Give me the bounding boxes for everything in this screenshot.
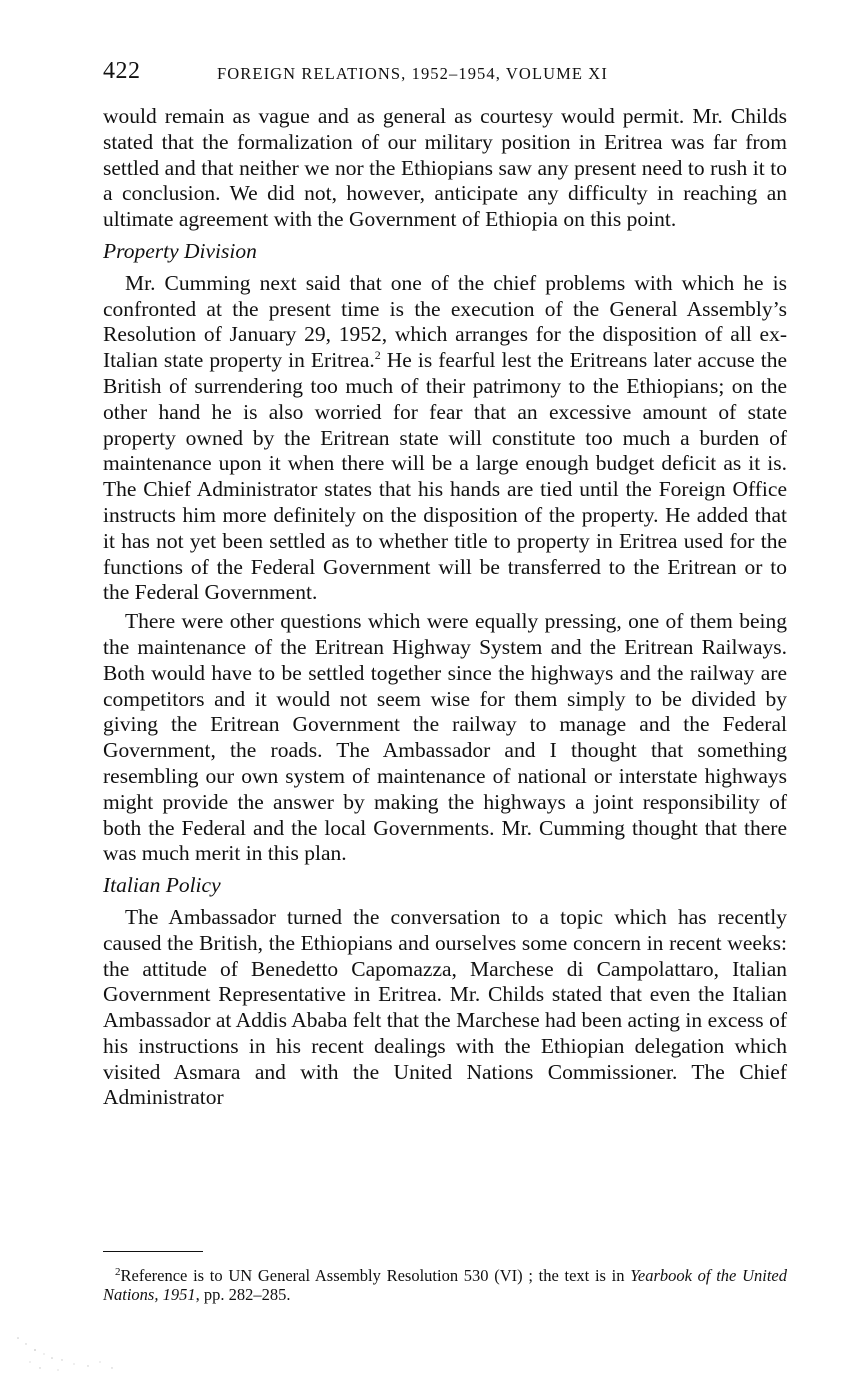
- paragraph-italian-policy: The Ambassador turned the conversation to a topic which has recently caused the British, the Ethiopians and ourselves some concern in recent weeks: the attitude of Benedetto Capomazza, Marchese di Campolattaro, Italian Government Representative in Eritrea. Mr. Childs stated that even the Italian Ambassador at Addis Ababa felt that the Marchese had been acting in excess of his instructions in his recent dealings with the Ethiopian delegation which visited Asmara and with the United Nations Commissioner. The Chief Administrator: [103, 904, 787, 1110]
- running-head-title: FOREIGN RELATIONS, 1952–1954, VOLUME XI: [217, 64, 608, 83]
- section-heading-italian-policy: Italian Policy: [103, 873, 221, 898]
- running-head: [103, 58, 787, 92]
- body-text: [103, 104, 787, 1111]
- footnote-divider: [103, 1251, 203, 1252]
- paragraph-text: He is fearful lest the Eritreans later accuse the British of surrendering too much of their patrimony to the Ethiopians; on the other hand he is also worried for fear that an excessive amount of state property owned by the Eritrean state will constitute too much a burden of maintenance upon it when there will be a large enough budget deficit as it is. The Chief Administrator states that his hands are tied until the Foreign Office instructs him more definitely on the disposition of the property. He added that it has not yet been settled as to whether title to property in Eritrea used for the functions of the Federal Government will be transferred to the Eritrean or to the Federal Government.: [103, 348, 787, 605]
- footnote-source-title: Yearbook of the United Nations, 1951: [103, 1266, 787, 1304]
- scan-noise: [0, 1320, 140, 1380]
- paragraph-highways: There were other questions which were equally pressing, one of them being the maintenance of the Eritrean Highway System and the Eritrean Railways. Both would have to be settled together since the highways and the railway are competitors and it would not seem wise for them simply to be divided by giving the Eritrean Government the railway to manage and the Federal Government, the roads. The Ambassador and I thought that something resembling our own system of maintenance of national or interstate highways might provide the answer by making the highways a joint responsibility of both the Federal and the local Governments. Mr. Cumming thought that there was much merit in this plan.: [103, 609, 787, 866]
- footnote-text-end: , pp. 282–285.: [195, 1285, 291, 1304]
- footnote-text: Reference is to UN General Assembly Resolution 530 (VI) ; the text is in: [120, 1266, 631, 1285]
- section-heading-property-division: Property Division: [103, 238, 257, 263]
- footnote-marker: 2: [115, 1266, 121, 1278]
- footnote-reference[interactable]: 2: [374, 348, 381, 363]
- paragraph-continuation: would remain as vague and as general as courtesy would permit. Mr. Childs stated that the formalization of our military position in Eritrea was far from settled and that neither we nor the Ethiopians saw any present need to rush it to a conclusion. We did not, however, anticipate any difficulty in reaching an ultimate agreement with the Government of Ethiopia on this point.: [103, 104, 787, 232]
- paragraph-property-division: [103, 271, 787, 606]
- footnote: [103, 1266, 787, 1304]
- paragraph-text: Mr. Cumming next said that one of the chief problems with which he is confronted at the present time is the execution of the General Assembly’s Resolution of January 29, 1952, which arranges for the disposition of all ex-Italian state property in Eritrea.: [103, 270, 787, 373]
- page-number: 422: [103, 58, 141, 84]
